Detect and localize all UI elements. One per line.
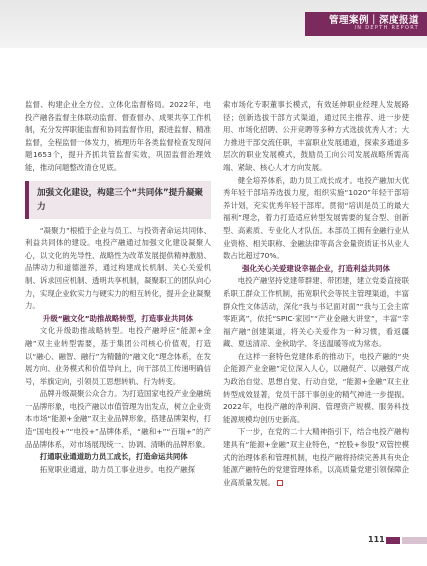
- paragraph: 拓宽职业通道，助力员工事业进步。电投产融探: [39, 464, 196, 474]
- page-number-accent-light: [402, 537, 427, 544]
- subheading: 升级“融文化”助推战略转型，打造事业共同体: [42, 313, 194, 323]
- left-column: [25, 99, 211, 476]
- subheading: 打通职业通道助力员工成长，打造命运共同体: [39, 452, 188, 462]
- right-column: [223, 99, 409, 489]
- section-heading: [25, 181, 211, 219]
- paragraph: 文化升级助推战略转型。电投产融呼应“能源+金融”双主业转型需要，基于集团公司核心价值观，打造以“融心、融智、融行”为精髓的“融文化”理念体系，在发展方向、业务模式和价值导向上，向干部员工传递明确信号，举旗定向，引领员工思想转轨、行为转变。: [25, 326, 211, 386]
- page-number: 111: [368, 535, 385, 544]
- section-header-title: 管理案例｜深度报道: [328, 15, 419, 26]
- paragraph: 品牌升级凝聚公众合力。为打造国家电投产业金融统一品牌形象，电投产融以市值管理为出发点，树立企业资本市场“能源+金融”双主业品牌形象，搭建品牌架构，打造“国电投+”“电投+”品牌体系，“融和+”“百瑞+”的产品品牌体系，对市场展现统一、协调、清晰的品牌形象。: [25, 389, 211, 449]
- paragraph: “凝聚力”根植于企业与员工、与投资者命运共同体、利益共同体的建设。电投产融通过加强文化建设凝聚人心，以文化的先导性、战略性为改革发展提供精神激励、品牌动力和道德滋养，通过构建成长机制、关心关爱机制、诉求回应机制、透明共享机制，凝聚职工的团队向心力，实现企业软实力与硬实力的相互转化，提升企业凝聚力。: [25, 225, 211, 311]
- end-mark-icon: [277, 480, 283, 486]
- subheading: 强化关心关爱建设幸福企业，打造利益共同体: [242, 263, 390, 273]
- section-header-subtitle: IN DEPTH REPORT: [354, 25, 419, 31]
- paragraph-final: [223, 426, 409, 489]
- paragraph: 健全培养体系，助力员工成长成才。电投产融加大优秀年轻干部培养选拔力度，组织实施“1020”年轻干部培养计划，充实优秀年轻干部库。贯彻“培训是员工的最大福利”理念，着力打造适应转型发展需要的复合型、创新型、高素质、专业化人才队伍。本部员工拥有金融行业从业资格、相关职称、金融法律等高含金量资质证书从业人数占比超过70%。: [223, 175, 409, 261]
- paragraph: 索市场化专职董事长模式，有效延伸职业经理人发展路径；创新选拔干部方式渠道，通过民主推荐、进一步使用、市场化招聘、公开竞聘等多种方式选拔优秀人才；大力推进干部交流任职，丰富职业发展通道，探索多通道多层次的职业发展模式，鼓励员工向公司发展战略所需高端、紧缺、核心人才方向发展。: [223, 100, 409, 172]
- section-heading-text: 加强文化建设，构建三个“共同体”提升凝聚力: [37, 187, 203, 212]
- paragraph: 在这样一套特色党建体系的推动下，电投产融的“央企能源产业金融”定位深入人心，以融促产、以融强产成为政治自觉、思想自觉、行动自觉，“能源+金融”双主业转型成效显著，党员干部干事创业的精气神进一步提振。2022年，电投产融的净利润、管理资产规模、服务科技能源规模均创历史新高。: [223, 351, 409, 424]
- paragraph-text: 下一步，在党的二十大精神指引下，结合电投产融构建具有“能源+金融”双主业特色，“控股+参股”双管控模式的治理体系和管理机制，电投产融将持续完善具有央企能源产融特色的党建管理体系，以高质量党建引领保障企业高质量发展。: [223, 427, 409, 487]
- paragraph: 电投产融坚持党建带群建、带团建，建立党委直接联系职工群众工作机制，拓宽职代会等民主管理渠道，丰富群众性文体活动，深化“我与书记面对面”“我与工会主席零距离”，依托“SPIC·家园”“产业金融大讲堂”，丰富“幸福产融”创建渠道，将关心关爱作为一种习惯，看返疆藏、夏送清凉、金秋助学、冬送温暖等成为常态。: [223, 276, 409, 349]
- paragraph: 监督、构建企业全方位、立体化监督格局。2022年，电投产融各监督主体联动监督、督查督办、成果共享工作机制，充分发挥职能监督和协同监督作用，跟进监督、精准监督，全程监督一体发力，梳理历年各类监督检查发现问题1653个，提升齐抓共管监督实效，巩固监督治理效能，推动问题整改清仓见底。: [25, 100, 211, 172]
- page-number-accent: [386, 537, 400, 544]
